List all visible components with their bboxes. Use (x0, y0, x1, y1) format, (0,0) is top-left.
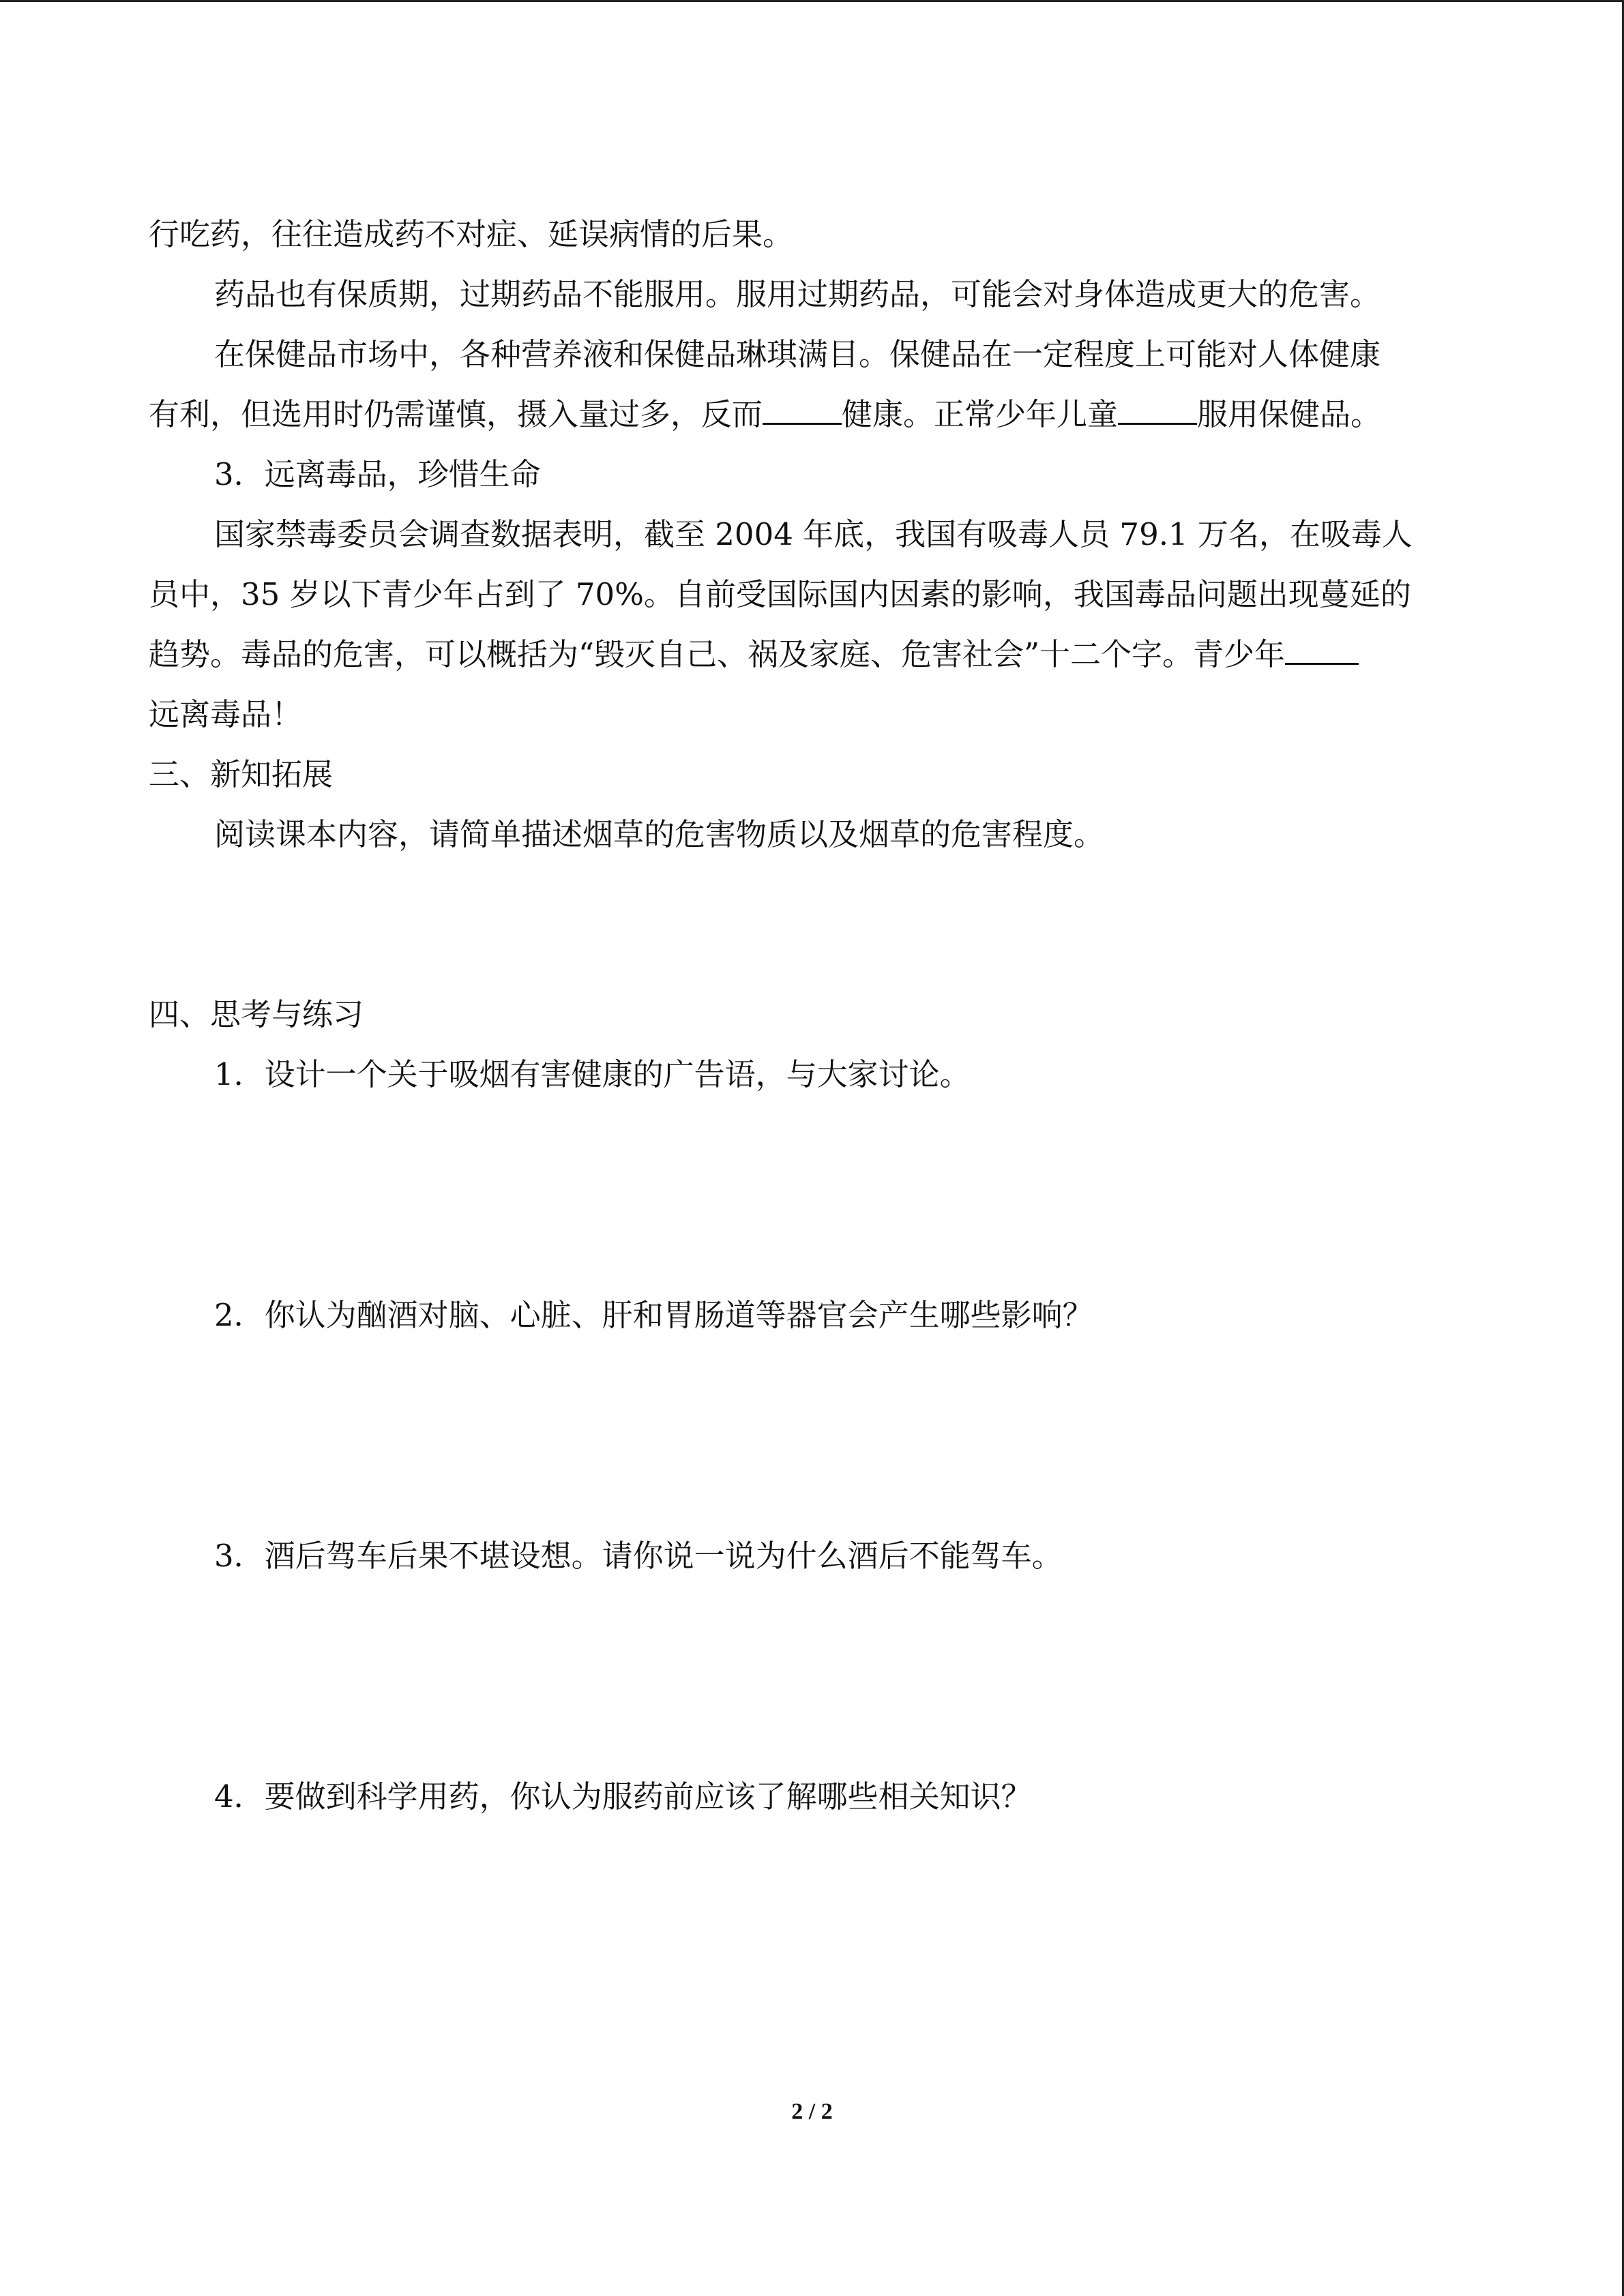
page-top-border (0, 0, 1624, 2)
paragraph-line: 员中，35 岁以下青少年占到了 70%。自前受国际国内因素的影响，我国毒品问题出现蔓延的 (149, 576, 1411, 612)
answer-space[interactable] (149, 865, 1479, 985)
fill-in-blank[interactable] (1285, 636, 1359, 665)
paragraph-line: 国家禁毒委员会调查数据表明，截至 2004 年底，我国有吸毒人员 79.1 万名，在吸毒人 (214, 516, 1413, 552)
question-2: 2．你认为酗酒对脑、心脏、肝和胃肠道等器官会产生哪些影响？ (214, 1297, 1093, 1333)
paragraph-line-with-blank (149, 625, 1479, 685)
question-4: 4．要做到科学用药，你认为服药前应该了解哪些相关知识？ (214, 1778, 1032, 1815)
fill-in-blank[interactable] (763, 396, 842, 425)
section-prompt: 阅读课本内容，请简单描述烟草的危害物质以及烟草的危害程度。 (214, 816, 1105, 852)
paragraph-text: 健康。正常少年儿童 (842, 396, 1119, 432)
paragraph-line: 药品也有保质期，过期药品不能服用。服用过期药品，可能会对身体造成更大的危害。 (214, 276, 1381, 312)
section-heading-3: 三、新知拓展 (149, 756, 334, 792)
fill-in-blank[interactable] (1118, 396, 1197, 425)
page-number: 2 / 2 (791, 2099, 833, 2124)
question-1: 1．设计一个关于吸烟有害健康的广告语，与大家讨论。 (214, 1056, 971, 1092)
paragraph-line: 在保健品市场中，各种营养液和保健品琳琪满目。保健品在一定程度上可能对人体健康 (214, 336, 1381, 372)
document-body (149, 205, 1479, 1827)
paragraph-text: 有利，但选用时仍需谨慎，摄入量过多，反而 (149, 396, 763, 432)
section-heading-4: 四、思考与练习 (149, 996, 364, 1032)
paragraph-line: 远离毒品！ (149, 696, 303, 732)
paragraph-line: 行吃药，往往造成药不对症、延误病情的后果。 (149, 216, 794, 252)
paragraph-text: 服用保健品。 (1197, 396, 1382, 432)
answer-space[interactable] (149, 1586, 1479, 1767)
subsection-heading: 3．远离毒品，珍惜生命 (214, 456, 541, 492)
question-3: 3．酒后驾车后果不堪设想。请你说一说为什么酒后不能驾车。 (214, 1538, 1063, 1574)
answer-space[interactable] (149, 1345, 1479, 1526)
answer-space[interactable] (149, 1105, 1479, 1285)
paragraph-line-with-blanks (149, 385, 1479, 445)
paragraph-text: 趋势。毒品的危害，可以概括为“毁灭自己、祸及家庭、危害社会”十二个字。青少年 (149, 636, 1286, 672)
